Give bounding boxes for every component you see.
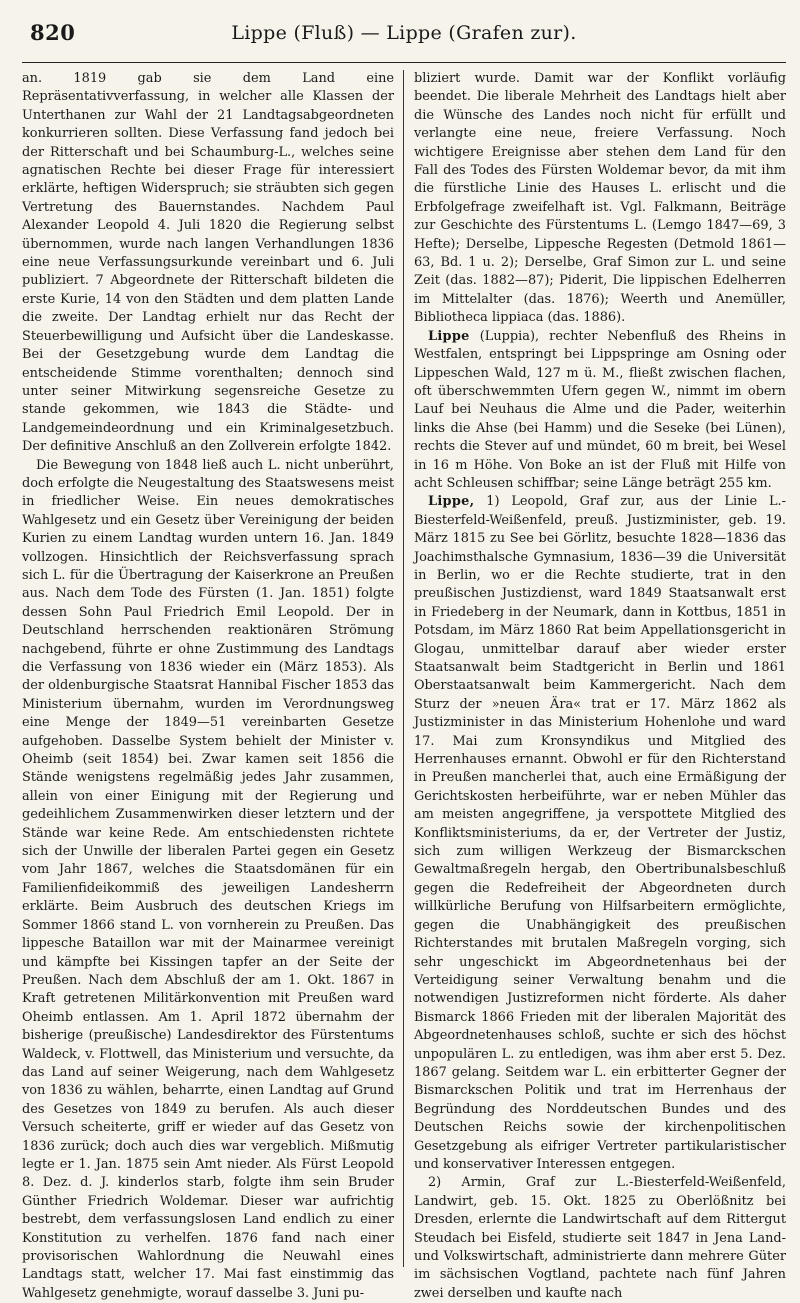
- paragraph: bliziert wurde. Damit war der Konflikt vorläufig beendet. Die liberale Mehrheit des Landtags hielt aber die Wünsche des Landes noch nicht für erfüllt und verlangte eine neue, freiere Verfassung. Noch wichtigere Ereignisse aber stehen dem Land für den Fall des Todes des Fürsten Woldemar bevor, da mit ihm die fürstliche Linie des Hauses L. erlischt und die Erbfolgefrage zweifelhaft ist. Vgl. Falkmann, Beiträge zur Geschichte des Fürstentums L. (Lemgo 1847—69, 3 Hefte); Derselbe, Lippesche Regesten (Detmold 1861—63, Bd. 1 u. 2); Derselbe, Graf Simon zur L. und seine Zeit (das. 1882—87); Piderit, Die lippischen Edelherren im Mittelalter (das. 1876); Weerth und Anemüller, Bibliotheca lippiaca (das. 1886).: [413, 71, 786, 326]
- page-header: [22, 0, 786, 63]
- left-column: [22, 70, 403, 1301]
- paragraph: Die Bewegung von 1848 ließ auch L. nicht unberührt, doch erfolgte die Neugestaltung des Staatswesens meist in friedlicher Weise. Ein neues demokratisches Wahlgesetz und ein Gesetz über Vereinigung der beiden Kurien zu einem Landtag wurden untern 16. Jan. 1849 vollzogen. Hinsichtlich der Reichsverfassung sprach sich L. für die Übertragung der Kaiserkrone an Preußen aus. Nach dem Tode des Fürsten (1. Jan. 1851) folgte dessen Sohn Paul Friedrich Emil Leopold. Der in Deutschland herrschenden reaktionären Strömung nachgebend, führte er ohne Zustimmung des Landtags die Verfassung von 1836 wieder ein (März 1853). Als der oldenburgische Staatsrat Hannibal Fischer 1853 das Ministerium übernahm, wurden im Verordnungsweg eine Menge der 1849—51 vereinbarten Gesetze aufgehoben. Dasselbe System behielt der Minister v. Oheimb (seit 1854) bei. Zwar kamen seit 1856 die Stände wenigstens regelmäßig jedes Jahr zusammen, allein von einer Einigung mit der Regierung und gedeihlichem Zusammenwirken dieser letztern und der Stände war keine Rede. Am entschiedensten richtete sich der Unwille der liberalen Partei gegen ein Gesetz vom Jahr 1867, welches die Staatsdomänen für ein Familienfideikommiß des jeweiligen Landesherrn erklärte. Beim Ausbruch des deutschen Kriegs im Sommer 1866 stand L. von vornherein zu Preußen. Das lippesche Bataillon war mit der Mainarmee vereinigt und kämpfte bei Kissingen tapfer an der Seite der Preußen. Nach dem Abschluß der am 1. Okt. 1867 in Kraft getretenen Militärkonvention mit Preußen ward Oheimb entlassen. Am 1. April 1872 übernahm der bisherige (preußische) Landesdirektor des Fürstentums Waldeck, v. Flottwell, das Ministerium und versuchte, da das Land auf seiner Weigerung, nach dem Wahlgesetz von 1836 zu wählen, beharrte, einen Landtag auf Grund des Gesetzes von 1849 zu berufen. Als auch dieser Versuch scheiterte, griff er wieder auf das Gesetz von 1836 zurück; doch auch dies war vergeblich. Mißmutig legte er 1. Jan. 1875 sein Amt nieder. Als Fürst Leopold 8. Dez. d. J. kinderlos starb, folgte ihm sein Bruder Günther Friedrich Woldemar. Dieser war aufrichtig bestrebt, dem verfassungslosen Land endlich zu einer Konstitution zu verhelfen. 1876 fand nach einer provisorischen Wahlordnung die Neuwahl eines Landtags statt, welcher 17. Mai fast einstimmig das Wahlgesetz genehmigte, worauf dasselbe 3. Juni pu-: [22, 457, 395, 1301]
- running-title: Lippe (Fluß) — Lippe (Grafen zur).: [231, 22, 577, 44]
- text-columns: [22, 70, 786, 1301]
- entry-lippe-leopold: [414, 493, 786, 1174]
- entry-lippe-river: [414, 328, 786, 494]
- entry-lippe-armin: [414, 1174, 786, 1303]
- entry-headword: Lippe,: [427, 494, 475, 510]
- entry-text: 1) Leopold, Graf zur, aus der Linie L.-Biesterfeld-Weißenfeld, preuß. Justizminister, geb. 19. März 1815 zu See bei Görlitz, besuchte 1828—1836 das Joachimsthalsche Gymnasium, 1836—39 die Universität in Berlin, wo er die Rechte studierte, trat in den preußischen Justizdienst, ward 1849 Staatsanwalt erst in Friedeberg in der Neumark, dann in Kottbus, 1851 in Potsdam, im März 1860 Rat beim Appellationsgericht in Glogau, unmittelbar darauf aber wieder erster Staatsanwalt beim Stadtgericht in Berlin und 1861 Oberstaatsanwalt beim Kammergericht. Nach dem Sturz der »neuen Ära« trat er 17. März 1862 als Justizminister in das Ministerium Hohenlohe und ward 17. Mai zum Kronsyndikus und Mitglied des Herrenhauses ernannt. Obwohl er für den Richterstand in Preußen mancherlei that, auch eine Ermäßigung der Gerichtskosten herbeiführte, war er neben Mühler das am meisten angegriffene, ja verspottete Mitglied des Konfliktsministeriums, da er, der Vertreter der Justiz, sich zum willigen Werkzeug der Bismarckschen Gewaltmaßregeln hergab, den Obertribunalsbeschluß gegen die Redefreiheit der Abgeordneten durch willkürliche Berufung von Hilfsarbeitern ermöglichte, gegen die Unabhängigkeit des preußischen Richterstandes mit brutalen Maßregeln vorging, sich sehr ungeschickt im Abgeordnetenhaus bei der Verteidigung seiner Verwaltung benahm und die notwendigen Justizreformen nicht förderte. Als daher Bismarck 1866 Frieden mit der liberalen Majorität des Abgeordnetenhauses schloß, suchte er sich des höchst unpopulären L. zu entledigen, was ihm aber erst 5. Dez. 1867 gelang. Seitdem war L. ein erbitterter Gegner der Bismarckschen Politik und trat im Herrenhaus der Begründung des Norddeutschen Bundes und des Deutschen Reichs sowie der kirchenpolitischen Gesetzgebung als eifriger Vertreter partikularistischer und konservativer Interessen entgegen.: [413, 494, 786, 1172]
- entry-headword: Lippe: [427, 328, 470, 344]
- entry-text: 2) Armin, Graf zur L.-Biesterfeld-Weißenfeld, Landwirt, geb. 15. Okt. 1825 zu Oberlößnitz bei Dresden, erlernte die Landwirtschaft auf dem Rittergut Steudach bei Eisfeld, studierte seit 1847 in Jena Land- und Volkswirtschaft, administrierte dann mehrere Güter im sächsischen Vogtland, pachtete nach fünf Jahren zwei derselben und kaufte nach: [413, 1175, 786, 1301]
- paragraph: an. 1819 gab sie dem Land eine Repräsentativverfassung, in welcher alle Klassen der Unterthanen zur Wahl der 21 Landtagsabgeordneten konkurrieren sollten. Diese Verfassung fand jedoch bei der Ritterschaft und bei Schaumburg-L., welches seine agnatischen Rechte bei dieser Frage für interessiert erklärte, heftigen Widerspruch; sie sträubten sich gegen Vertretung des Bauernstandes. Nachdem Paul Alexander Leopold 4. Juli 1820 die Regierung selbst übernommen, wurde nach langen Verhandlungen 1836 eine neue Verfassungsurkunde vereinbart und 6. Juli publiziert. 7 Abgeordnete der Ritterschaft bildeten die erste Kurie, 14 von den Städten und dem platten Lande die zweite. Der Landtag erhielt nur das Recht der Steuerbewilligung und Aufsicht über die Landeskasse. Bei der Gesetzgebung wurde dem Landtag die entscheidende Stimme vorenthalten; dennoch sind unter seiner Mitwirkung segensreiche Gesetze zu stande gekommen, wie 1843 die Städte- und Landgemeindeordnung und ein Kriminalgesetzbuch. Der definitive Anschluß an den Zollverein erfolgte 1842.: [22, 71, 395, 455]
- entry-text: (Luppia), rechter Nebenfluß des Rheins in Westfalen, entspringt bei Lippspringe am Osning oder Lippeschen Wald, 127 m ü. M., fließt zwischen flachen, oft überschwemmten Ufern gegen W., nimmt im obern Lauf bei Neuhaus die Alme und die Pader, weiterhin links die Ahse (bei Hamm) und die Seseke (bei Lünen), rechts die Stever auf und mündet, 60 m breit, bei Wesel in 16 m Höhe. Von Boke an ist der Fluß mit Hilfe von acht Schleusen schiffbar; seine Länge beträgt 255 km.: [413, 328, 786, 491]
- right-column: [404, 70, 786, 1301]
- page-number: 820: [30, 20, 76, 45]
